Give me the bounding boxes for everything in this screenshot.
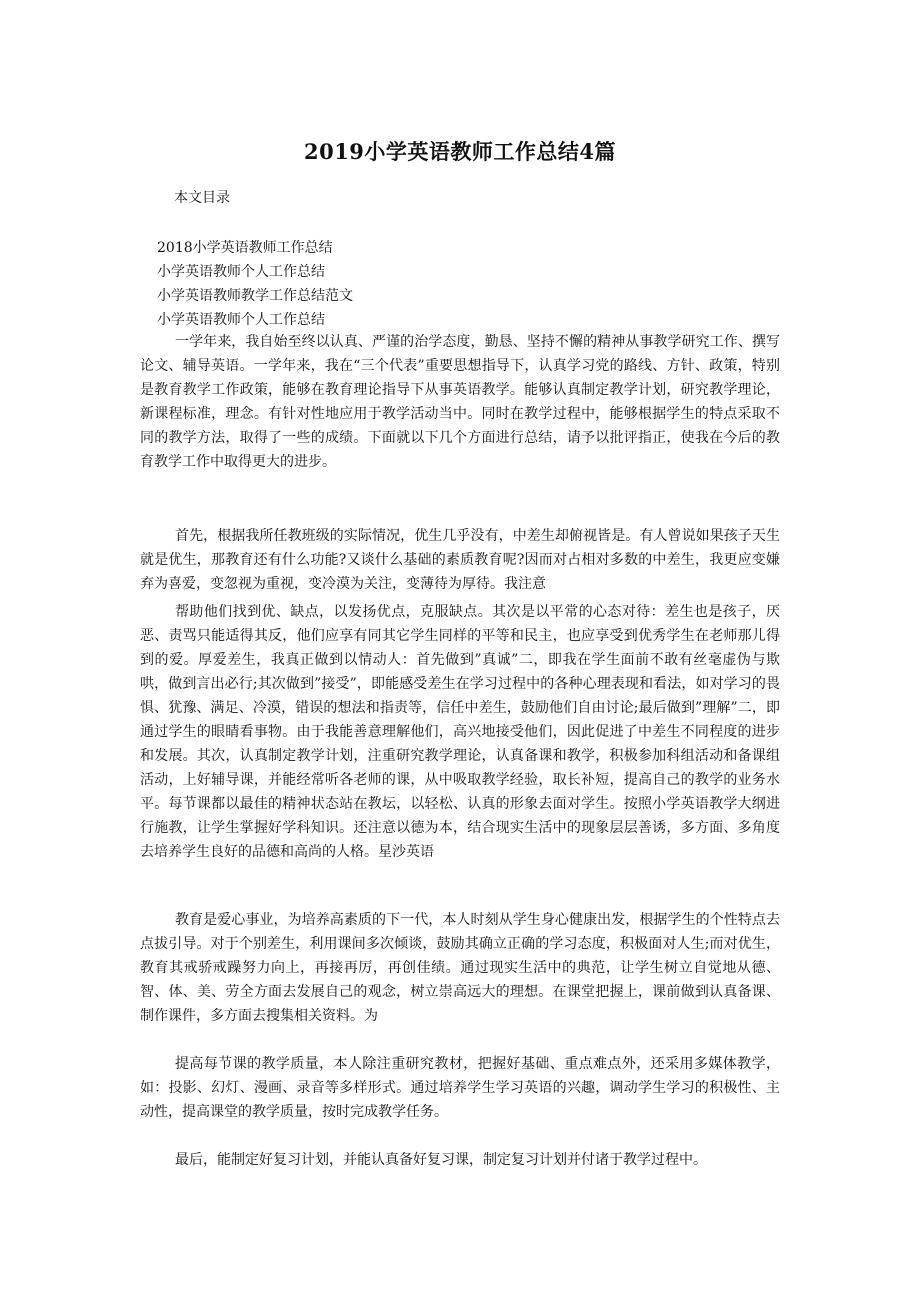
toc-item[interactable]: 小学英语教师个人工作总结 [157, 312, 325, 328]
body-paragraph: 教育是爱心事业，为培养高素质的下一代，本人时刻从学生身心健康出发，根据学生的个性特点去点拔引导。对于个别差生，利用课间多次倾谈，鼓励其确立正确的学习态度，积极面对人生;而对优生，教育其戒骄戒躁努力向上，再接再厉，再创佳绩。通过现实生活中的典范，让学生树立自觉地从德、智、体、美、劳全方面去发展自己的观念，树立崇高远大的理想。在课堂把握上，课前做到认真备课、制作课件，多方面去搜集相关资料。为 [140, 912, 780, 1024]
toc-item[interactable]: 小学英语教师个人工作总结 [157, 264, 325, 280]
toc-item[interactable]: 小学英语教师教学工作总结范文 [157, 288, 353, 304]
toc-heading: 本文目录 [174, 190, 230, 206]
body-paragraph: 提高每节课的教学质量，本人除注重研究教材，把握好基础、重点难点外，还采用多媒体教学，如：投影、幻灯、漫画、录音等多样形式。通过培养学生学习英语的兴趣，调动学生学习的积极性、主动性，提高课堂的教学质量，按时完成教学任务。 [140, 1056, 780, 1120]
table-of-contents [157, 236, 353, 332]
body-paragraph: 一学年来，我自始至终以认真、严谨的治学态度，勤恳、坚持不懈的精神从事教学研究工作、撰写论文、辅导英语。一学年来，我在“三个代表”重要思想指导下，认真学习党的路线、方针、政策，特别是教育教学工作政策，能够在教育理论指导下从事英语教学。能够认真制定教学计划，研究教学理论，新课程标准，理念。有针对性地应用于教学活动当中。同时在教学过程中，能够根据学生的特点采取不同的教学方法，取得了一些的成绩。下面就以下几个方面进行总结，请予以批评指正，使我在今后的教育教学工作中取得更大的进步。 [140, 334, 780, 470]
body-paragraph: 首先，根据我所任教班级的实际情况，优生几乎没有，中差生却俯视皆是。有人曾说如果孩子天生就是优生，那教育还有什么功能?又谈什么基础的素质教育呢?因而对占相对多数的中差生，我更应变嫌弃为喜爱，变忽视为重视，变冷漠为关注，变薄待为厚待。我注意 [140, 528, 780, 592]
body-paragraph: 最后，能制定好复习计划，并能认真备好复习课，制定复习计划并付诸于教学过程中。 [175, 1152, 707, 1168]
body-paragraph: 帮助他们找到优、缺点，以发扬优点，克服缺点。其次是以平常的心态对待：差生也是孩子，厌恶、责骂只能适得其反，他们应享有同其它学生同样的平等和民主，也应享受到优秀学生在老师那儿得到的爱。厚爱差生，我真正做到以情动人：首先做到”真诚”二，即我在学生面前不敢有丝毫虚伪与欺哄，做到言出必行;其次做到”接受”，即能感受差生在学习过程中的各种心理表现和看法，如对学习的畏惧、犹豫、满足、冷漠，错误的想法和指责等，信任中差生，鼓励他们自由讨论;最后做到”理解”二，即通过学生的眼睛看事物。由于我能善意理解他们，高兴地接受他们，因此促进了中差生不同程度的进步和发展。其次，认真制定教学计划，注重研究教学理论，认真备课和教学，积极参加科组活动和备课组活动，上好辅导课，并能经常听各老师的课，从中吸取教学经验，取长补短，提高自己的教学的业务水平。每节课都以最佳的精神状态站在教坛，以轻松、认真的形象去面对学生。按照小学英语教学大纲进行施教，让学生掌握好学科知识。还注意以德为本，结合现实生活中的现象层层善诱，多方面、多角度去培养学生良好的品德和高尚的人格。星沙英语 [140, 604, 780, 860]
toc-item[interactable]: 2018小学英语教师工作总结 [157, 240, 333, 256]
document-title: 2019小学英语教师工作总结4篇 [303, 139, 617, 165]
